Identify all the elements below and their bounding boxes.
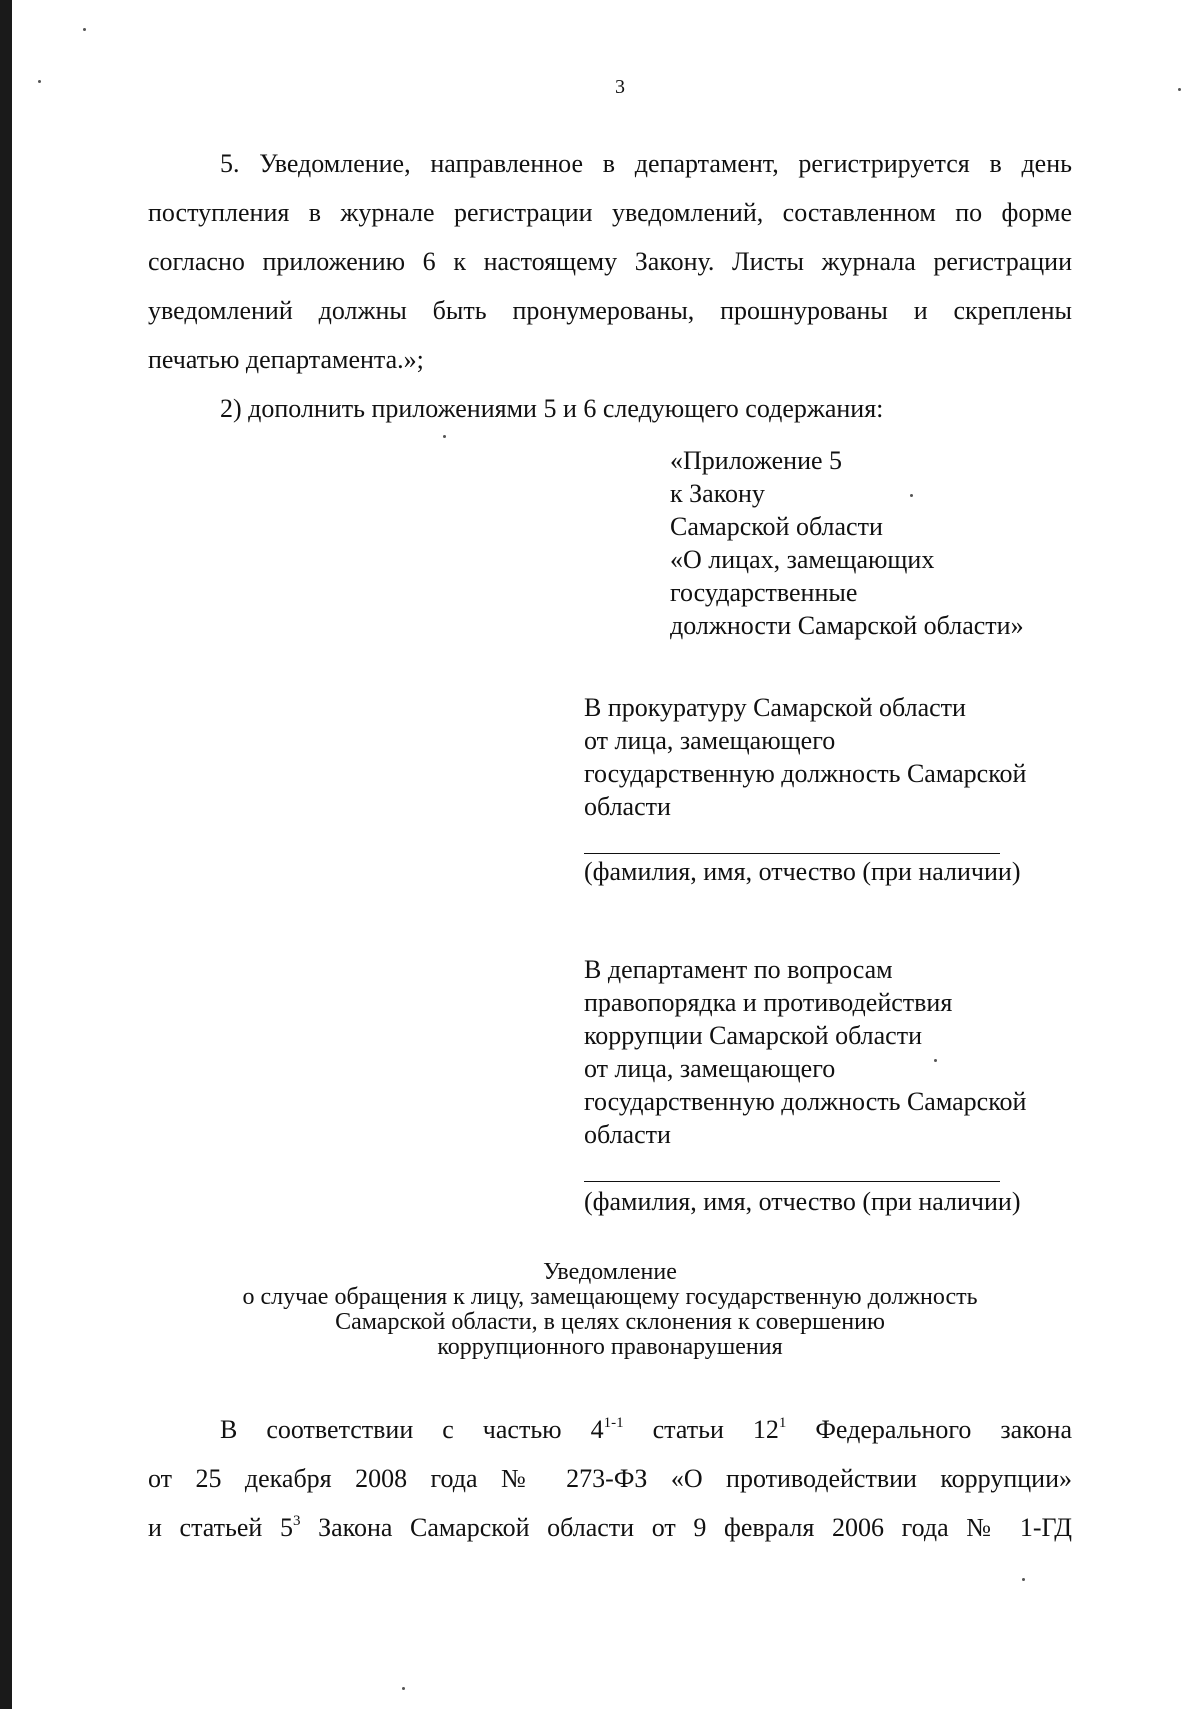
paragraph-line xyxy=(148,1503,1072,1552)
signature-line xyxy=(584,1181,1000,1182)
scan-speck xyxy=(1178,88,1181,91)
text-run: и статьей 5 xyxy=(148,1513,293,1542)
scan-speck xyxy=(83,28,86,31)
paragraph-line: 5. Уведомление, направленное в департамент, регистрируется в день xyxy=(220,149,1072,178)
text-run: Закона Самарской области от 9 февраля 2006 года № 1-ГД xyxy=(300,1513,1072,1542)
paragraph-line: уведомлений должны быть пронумерованы, прошнурованы и скреплены xyxy=(148,296,1072,325)
paragraph-amendment xyxy=(148,384,1072,433)
appendix-line: Самарской области xyxy=(670,512,883,541)
page-number: 3 xyxy=(615,76,625,98)
addressee-line: В департамент по вопросам xyxy=(584,955,893,984)
paragraph-line: печатью департамента.»; xyxy=(148,345,424,374)
superscript: 1 xyxy=(778,1415,787,1431)
scan-speck xyxy=(443,435,446,438)
notice-title xyxy=(120,1260,1100,1360)
appendix-line: государственные xyxy=(670,578,858,607)
superscript: 3 xyxy=(292,1513,301,1529)
scan-speck xyxy=(910,494,913,497)
addressee-line: области xyxy=(584,1120,671,1149)
addressee-line: области xyxy=(584,792,671,821)
notice-title-line: коррупционного правонарушения xyxy=(437,1334,783,1360)
addressee-line: государственную должность Самарской xyxy=(584,759,1027,788)
notice-title-line: Самарской области, в целях склонения к совершению xyxy=(335,1309,885,1335)
paragraph-line xyxy=(148,1405,1072,1454)
addressee-prosecutor xyxy=(584,691,1026,823)
appendix-line: «О лицах, замещающих xyxy=(670,545,935,574)
paragraph-registration xyxy=(148,139,1072,384)
appendix-line: должности Самарской области» xyxy=(670,611,1024,640)
addressee-line: от лица, замещающего xyxy=(584,726,836,755)
addressee-line: от лица, замещающего xyxy=(584,1054,836,1083)
appendix-header xyxy=(670,444,1024,642)
paragraph-line: согласно приложению 6 к настоящему Закону. Листы журнала регистрации xyxy=(148,247,1072,276)
addressee-line: коррупции Самарской области xyxy=(584,1021,922,1050)
addressee-line: правопорядка и противодействия xyxy=(584,988,953,1017)
addressee-line: В прокуратуру Самарской области xyxy=(584,693,966,722)
addressee-line: государственную должность Самарской xyxy=(584,1087,1027,1116)
signature-caption: (фамилия, имя, отчество (при наличии) xyxy=(584,857,1021,886)
text-run: В соответствии с частью 4 xyxy=(220,1415,604,1444)
addressee-department xyxy=(584,953,1026,1151)
scan-speck xyxy=(1022,1578,1025,1581)
appendix-line: к Закону xyxy=(670,479,765,508)
text-run: Федерального закона xyxy=(786,1415,1072,1444)
paragraph-line: поступления в журнале регистрации уведомлений, составленном по форме xyxy=(148,198,1072,227)
scan-speck xyxy=(934,1059,937,1062)
scan-speck xyxy=(38,80,41,83)
signature-line xyxy=(584,853,1000,854)
scan-edge xyxy=(0,0,12,1709)
paragraph-line: 2) дополнить приложениями 5 и 6 следующего содержания: xyxy=(220,394,884,423)
scan-speck xyxy=(402,1687,405,1690)
paragraph-line: от 25 декабря 2008 года № 273-ФЗ «О противодействии коррупции» xyxy=(148,1464,1072,1493)
signature-caption: (фамилия, имя, отчество (при наличии) xyxy=(584,1187,1021,1216)
notice-title-line: Уведомление xyxy=(543,1259,677,1285)
paragraph-legal-basis xyxy=(148,1405,1072,1552)
notice-title-line: о случае обращения к лицу, замещающему государственную должность xyxy=(242,1284,978,1310)
appendix-line: «Приложение 5 xyxy=(670,446,843,475)
superscript: 1-1 xyxy=(603,1415,624,1431)
text-run: статьи 12 xyxy=(623,1415,779,1444)
